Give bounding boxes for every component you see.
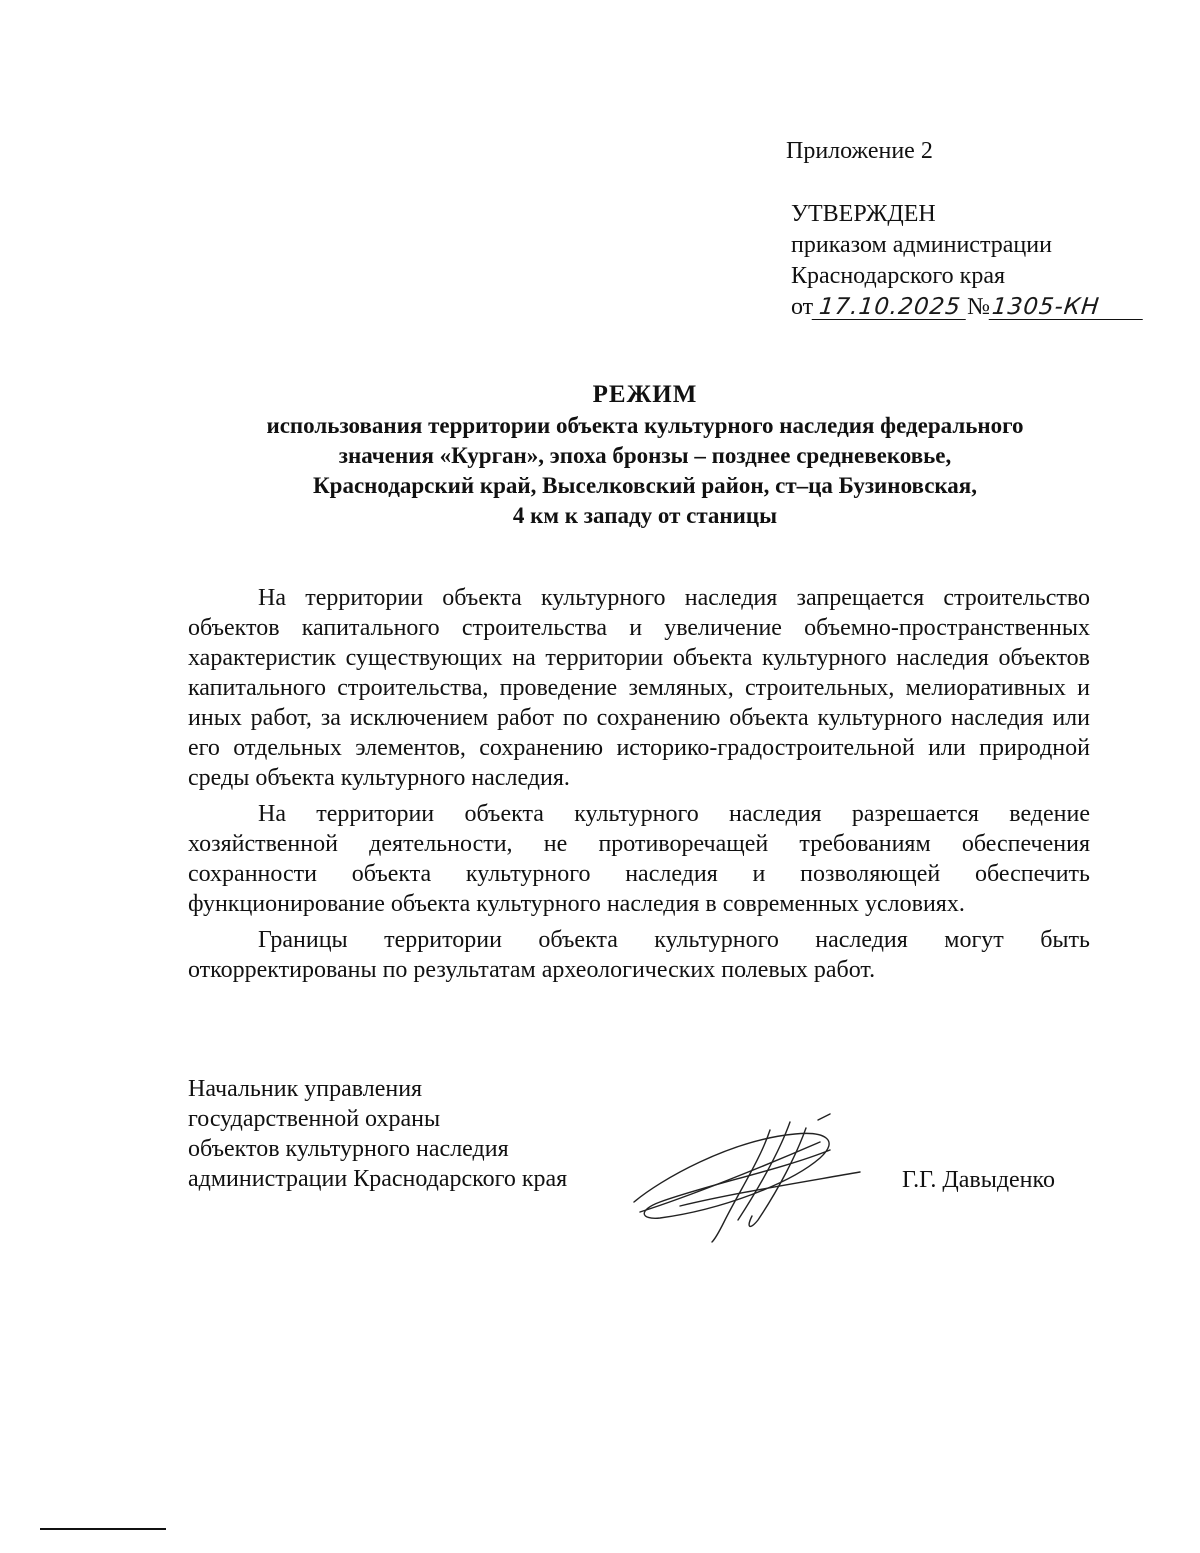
position-line-4: администрации Краснодарского края bbox=[188, 1166, 568, 1192]
order-number-handwritten: 1305-КН bbox=[989, 295, 1146, 320]
title-line-3: Краснодарский край, Выселковский район, ст–ца Бузиновская, bbox=[312, 473, 977, 498]
order-date-handwritten: 17.10.2025 bbox=[812, 295, 969, 320]
title-main: РЕЖИМ bbox=[592, 381, 698, 408]
title-line-4: 4 км к западу от станицы bbox=[512, 503, 778, 528]
body-paragraph-3: Границы территории объекта культурного наследия могут быть откорректированы по результатам археологических полевых работ. bbox=[188, 927, 1090, 983]
body-paragraph-1: На территории объекта культурного наследия запрещается строительство объектов капитального строительства и увеличение объемно-пространственных характеристик существующих на территории объекта культурного наследия объектов капитального строительства, проведение земляных, строительных, мелиоративных и иных работ, за исключением работ по сохранению объекта культурного наследия или его отдельных элементов, сохранению историко-градостроительной или природной среды объекта культурного наследия. bbox=[188, 585, 1090, 791]
signatory-position bbox=[188, 1074, 567, 1194]
order-number-prefix: № bbox=[967, 294, 991, 320]
title-line-1: использования территории объекта культурного наследия федерального bbox=[266, 413, 1024, 438]
approved-by-line-2: Краснодарского края bbox=[791, 263, 1006, 289]
appendix-label: Приложение 2 bbox=[786, 138, 933, 164]
signatory-name: Г.Г. Давыденко bbox=[902, 1167, 1055, 1193]
order-line bbox=[791, 292, 1144, 326]
position-line-1: Начальник управления bbox=[188, 1076, 423, 1102]
document-title bbox=[150, 379, 1140, 531]
approved-by-line-1: приказом администрации bbox=[791, 232, 1052, 258]
position-line-2: государственной охраны bbox=[188, 1106, 441, 1132]
handwritten-signature bbox=[620, 1110, 880, 1250]
approved-label: УТВЕРЖДЕН bbox=[791, 201, 936, 227]
document-body bbox=[188, 583, 1090, 991]
body-paragraph-2: На территории объекта культурного наследия разрешается ведение хозяйственной деятельности, не противоречащей требованиям обеспечения сохранности объекта культурного наследия и позволяющей обеспечить функционирование объекта культурного наследия в современных условиях. bbox=[188, 801, 1090, 917]
approval-stamp bbox=[791, 199, 1144, 326]
position-line-3: объектов культурного наследия bbox=[188, 1136, 509, 1162]
order-prefix: от bbox=[791, 294, 814, 320]
footer-divider bbox=[40, 1528, 166, 1530]
title-line-2: значения «Курган», эпоха бронзы – позднее средневековье, bbox=[338, 443, 952, 468]
